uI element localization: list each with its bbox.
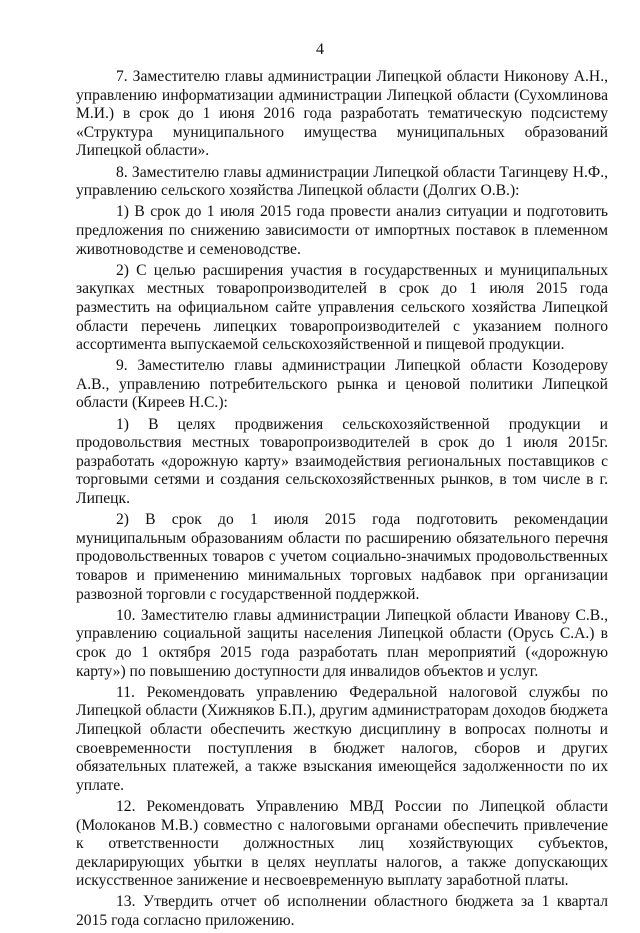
paragraph-7: 7. Заместителю главы администрации Липецкой области Никонову А.Н., управлению информатизации администрации Липецкой области (Сухомлинова М.И.) в срок до 1 июня 2016 года разработать тематическую подсистему «Структура муниципального имущества муниципальных образований Липецкой области». bbox=[76, 68, 608, 160]
paragraph-12: 12. Рекомендовать Управлению МВД России по Липецкой области (Молоканов М.В.) совместно с налоговыми органами обеспечить привлечение к ответственности должностных лиц хозяйствующих субъектов, декларирующих убытки в целях неуплаты налогов, а также допускающих искусственное занижение и несвоевременную выплату заработной платы. bbox=[76, 797, 608, 890]
paragraph-8: 8. Заместителю главы администрации Липецкой области Тагинцеву Н.Ф., управлению сельского хозяйства Липецкой области (Долгих О.В.): bbox=[76, 163, 608, 200]
paragraph-13: 13. Утвердить отчет об исполнении областного бюджета за 1 квартал 2015 года согласно приложению. bbox=[76, 893, 608, 930]
paragraph-9-item-2: 2) В срок до 1 июля 2015 года подготовить рекомендации муниципальным образованиям области по расширению обязательного перечня продовольственных товаров с учетом социально-значимых продовольственных товаров и применению минимальных торговых надбавок при организации развозной торговли с государственной поддержкой. bbox=[76, 511, 608, 603]
page-number: 4 bbox=[316, 41, 324, 58]
paragraph-11: 11. Рекомендовать управлению Федеральной налоговой службы по Липецкой области (Хижняков Б.П.), другим администраторам доходов бюджета Липецкой области обеспечить жесткую дисциплину в вопросах полноты и своевременности поступления в бюджет налогов, сборов и других обязательных платежей, а также взыскания имеющейся задолженности по их уплате. bbox=[76, 683, 608, 794]
paragraph-9-item-1: 1) В целях продвижения сельскохозяйственной продукции и продовольствия местных товаропроизводителей в срок до 1 июля 2015г. разработать «дорожную карту» взаимодействия региональных поставщиков с торговыми сетями и создания сельскохозяйственных рынков, в том числе в г. Липецк. bbox=[76, 415, 608, 508]
paragraph-8-item-1: 1) В срок до 1 июля 2015 года провести анализ ситуации и подготовить предложения по снижению зависимости от импортных поставок в племенном животноводстве и семеноводстве. bbox=[76, 203, 608, 258]
document-body bbox=[76, 68, 608, 933]
paragraph-9: 9. Заместителю главы администрации Липецкой области Козодерову А.В., управлению потребительского рынка и ценовой политики Липецкой области (Киреев Н.С.): bbox=[76, 357, 608, 412]
paragraph-8-item-2: 2) С целью расширения участия в государственных и муниципальных закупках местных товаропроизводителей в срок до 1 июля 2015 года разместить на официальном сайте управления сельского хозяйства Липецкой области перечень липецких товаропроизводителей с указанием полного ассортимента выпускаемой сельскохозяйственной и пищевой продукции. bbox=[76, 261, 608, 354]
paragraph-10: 10. Заместителю главы администрации Липецкой области Иванову С.В., управлению социальной защиты населения Липецкой области (Орусь С.А.) в срок до 1 октября 2015 года разработать план мероприятий («дорожную карту») по повышению доступности для инвалидов объектов и услуг. bbox=[76, 606, 608, 680]
